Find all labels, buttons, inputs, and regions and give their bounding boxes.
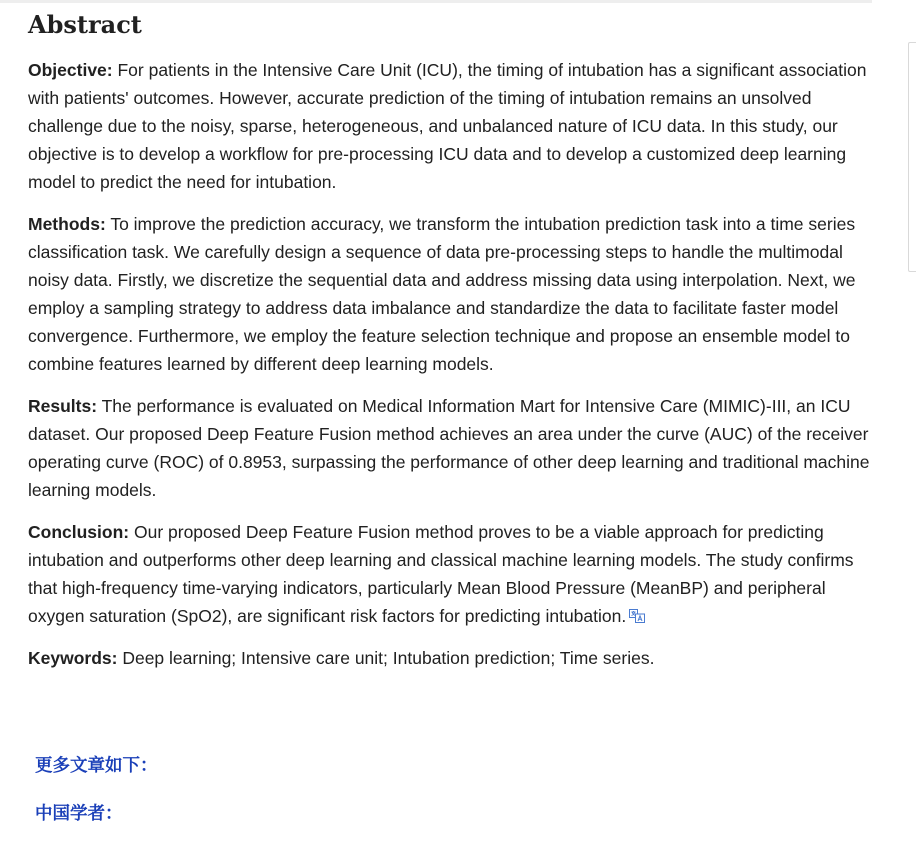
keywords-paragraph xyxy=(28,644,876,672)
conclusion-text: Our proposed Deep Feature Fusion method proves to be a viable approach for predicting intubation and outperforms other deep learning and classical machine learning models. The study confirms that high-frequency time-varying indicators, particularly Mean Blood Pressure (MeanBP) and peripheral oxygen saturation (SpO2), are significant risk factors for predicting intubation. xyxy=(28,522,854,626)
abstract-section xyxy=(28,10,876,686)
conclusion-paragraph xyxy=(28,518,876,630)
objective-label: Objective: xyxy=(28,60,113,80)
more-articles-heading: 更多文章如下： xyxy=(35,756,158,776)
objective-text: For patients in the Intensive Care Unit (ICU), the timing of intubation has a significant association with patients' outcomes. However, accurate prediction of the timing of intubation remains an unsolved challenge due to the noisy, sparse, heterogeneous, and unbalanced nature of ICU data. In this study, our objective is to develop a workflow for pre-processing ICU data and to develop a customized deep learning model to predict the need for intubation. xyxy=(28,60,867,192)
abstract-heading: Abstract xyxy=(28,10,142,39)
results-text: The performance is evaluated on Medical Information Mart for Intensive Care (MIMIC)-III, an ICU dataset. Our proposed Deep Feature Fusion method achieves an area under the curve (AUC) of the receiver operating curve (ROC) of 0.8953, surpassing the performance of other deep learning and traditional machine learning models. xyxy=(28,396,870,500)
methods-paragraph xyxy=(28,210,876,378)
keywords-text: Deep learning; Intensive care unit; Intubation prediction; Time series. xyxy=(117,648,655,668)
translate-icon[interactable] xyxy=(629,603,645,617)
objective-paragraph xyxy=(28,56,876,196)
methods-text: To improve the prediction accuracy, we transform the intubation prediction task into a time series classification task. We carefully design a sequence of data pre-processing steps to handle the multimodal noisy data. Firstly, we discretize the sequential data and address missing data using interpolation. Next, we employ a sampling strategy to address data imbalance and standardize the data to facilitate faster model convergence. Furthermore, we employ the feature selection technique and propose an ensemble model to combine features learned by different deep learning models. xyxy=(28,214,856,374)
more-articles-section xyxy=(35,752,158,848)
conclusion-label: Conclusion: xyxy=(28,522,130,542)
top-divider xyxy=(0,0,872,3)
results-paragraph xyxy=(28,392,876,504)
keywords-label: Keywords: xyxy=(28,648,118,668)
methods-label: Methods: xyxy=(28,214,106,234)
chinese-scholars-heading: 中国学者： xyxy=(35,804,123,824)
results-label: Results: xyxy=(28,396,98,416)
side-panel-edge[interactable] xyxy=(908,42,916,272)
